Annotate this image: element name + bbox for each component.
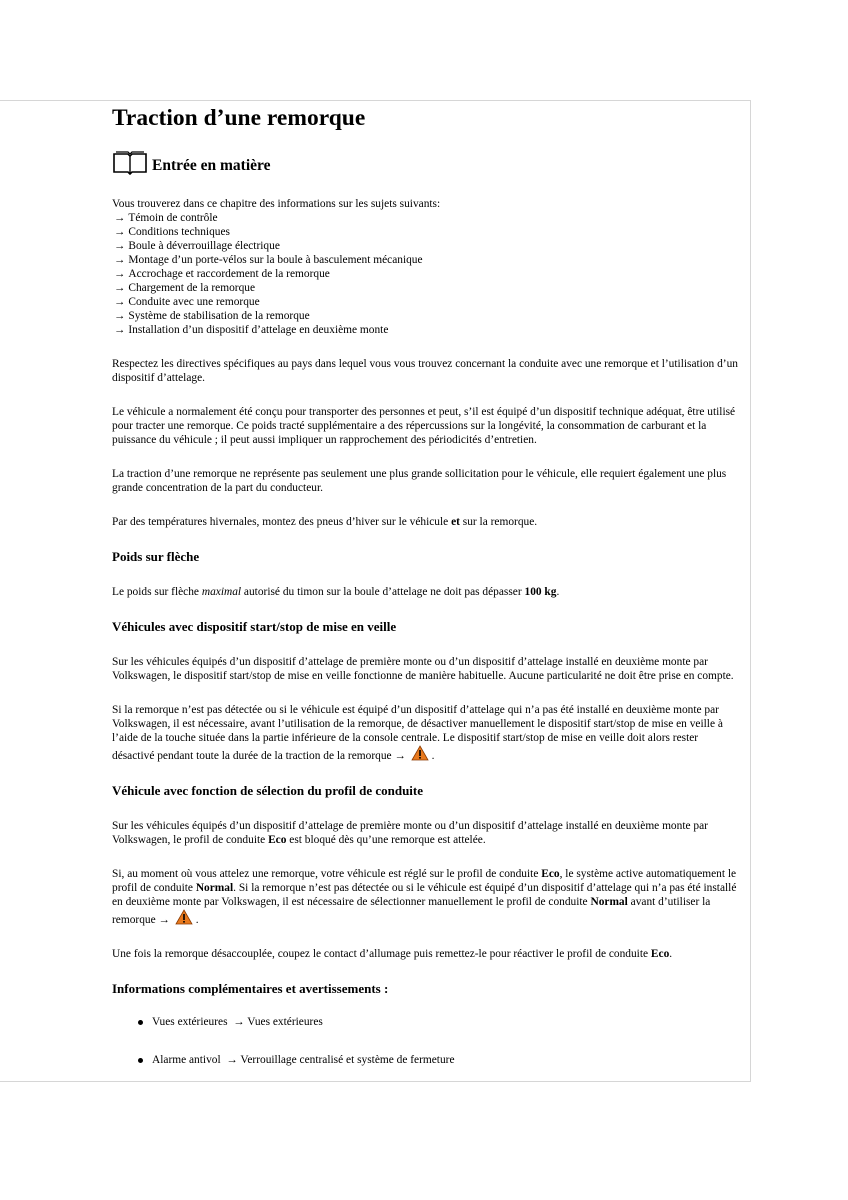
startstop-heading: Véhicules avec dispositif start/stop de mise en veille xyxy=(112,619,397,634)
topic-link[interactable]: → Installation d’un dispositif d’attelage en deuxième monte xyxy=(114,324,389,336)
page-title: Traction d’une remorque xyxy=(112,105,366,131)
startstop-paragraph-1: Sur les véhicules équipés d’un dispositif d’attelage de première monte ou d’un dispositif d’attelage installé en deuxième monte par Volkswagen, le dispositif start/stop de mise en veille fonctionne de manière habituelle. Aucune particularité ne doit être prise en compte. xyxy=(112,656,734,682)
topic-list xyxy=(112,211,740,337)
topic-link[interactable]: → Conditions techniques xyxy=(114,226,230,238)
profil-paragraph-3: Une fois la remorque désaccouplée, coupez le contact d’allumage puis remettez-le pour réactiver le profil de conduite Eco. xyxy=(112,948,673,960)
profil-paragraph-1: Sur les véhicules équipés d’un dispositif d’attelage de première monte ou d’un dispositif d’attelage installé en deuxième monte par Volkswagen, le profil de conduite Eco est bloqué dès qu’une remorque est attelée. xyxy=(112,820,708,846)
list-item[interactable]: Alarme antivol → Verrouillage centralisé et système de fermeture xyxy=(138,1053,740,1067)
topic-link[interactable]: → Chargement de la remorque xyxy=(114,282,256,294)
warning-icon[interactable] xyxy=(175,909,193,925)
intro-heading-row xyxy=(112,149,740,177)
infos-heading: Informations complémentaires et avertissements : xyxy=(112,981,389,996)
intro-lead: Vous trouverez dans ce chapitre des informations sur les sujets suivants: xyxy=(112,198,441,210)
intro-heading: Entrée en matière xyxy=(152,157,271,174)
poids-heading: Poids sur flèche xyxy=(112,549,200,564)
topic-link[interactable]: → Accrochage et raccordement de la remorque xyxy=(114,268,330,280)
topic-link[interactable]: → Montage d’un porte-vélos sur la boule à basculement mécanique xyxy=(114,254,423,266)
topic-link[interactable]: → Conduite avec une remorque xyxy=(114,296,260,308)
warning-icon[interactable] xyxy=(411,745,429,761)
document-content xyxy=(112,103,740,1067)
topic-link[interactable]: → Système de stabilisation de la remorque xyxy=(114,310,310,322)
topic-link[interactable]: → Boule à déverrouillage électrique xyxy=(114,240,280,252)
topic-link[interactable]: → Témoin de contrôle xyxy=(114,212,218,224)
intro-paragraph-1: Respectez les directives spécifiques au pays dans lequel vous vous trouvez concernant la conduite avec une remorque et l’utilisation d’un dispositif d’attelage. xyxy=(112,358,738,384)
profil-heading: Véhicule avec fonction de sélection du profil de conduite xyxy=(112,783,424,798)
poids-paragraph: Le poids sur flèche maximal autorisé du timon sur la boule d’attelage ne doit pas dépasser 100 kg. xyxy=(112,586,560,598)
book-icon xyxy=(112,151,148,175)
intro-paragraph-4: Par des températures hivernales, montez des pneus d’hiver sur le véhicule et sur la remorque. xyxy=(112,516,538,528)
profil-paragraph-2: Si, au moment où vous attelez une remorque, votre véhicule est réglé sur le profil de conduite Eco, le système active automatiquement le profil de conduite Normal. Si la remorque n’est pas détectée ou si le véhicule est équipé d’un dispositif d’attelage qui n’a pas été installé en deuxième monte par Volkswagen, il est nécessaire de sélectionner manuellement le profil de conduite Normal avant d’utiliser la remorque → . xyxy=(112,868,737,926)
list-item[interactable]: Vues extérieures → Vues extérieures xyxy=(138,1015,740,1029)
intro-paragraph-2: Le véhicule a normalement été conçu pour transporter des personnes et peut, s’il est équipé d’un dispositif technique adéquat, être utilisé pour tracter une remorque. Ce poids tracté supplémentaire a des répercussions sur la longévité, la consommation de carburant et la puissance du véhicule ; il peut aussi impliquer un rapprochement des périodicités d’entretien. xyxy=(112,406,736,446)
intro-paragraph-3: La traction d’une remorque ne représente pas seulement une plus grande sollicitation pour le véhicule, elle requiert également une plus grande concentration de la part du conducteur. xyxy=(112,468,727,494)
infos-list xyxy=(112,1015,740,1067)
startstop-paragraph-2: Si la remorque n’est pas détectée ou si le véhicule est équipé d’un dispositif d’attelage qui n’a pas été installé en deuxième monte par Volkswagen, il est nécessaire, avant l’utilisation de la remorque, de désactiver manuellement le dispositif start/stop de mise en veille à l’aide de la touche située dans la partie inférieure de la console centrale. Le dispositif start/stop de mise en veille doit alors rester désactivé pendant toute la durée de la traction de la remorque → . xyxy=(112,704,723,762)
